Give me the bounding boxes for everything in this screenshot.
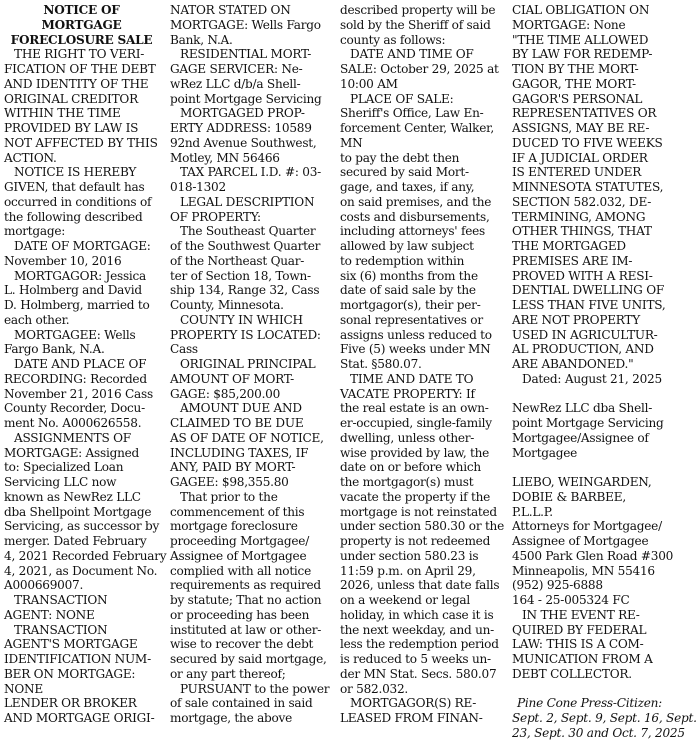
- notice-text-line: by statute; That no action: [170, 593, 322, 607]
- notice-text-line: Mortgagee/Assignee of: [512, 430, 649, 445]
- notice-text-line: complied with all notice: [170, 563, 311, 578]
- notice-text-line: of the Southwest Quarter: [170, 239, 321, 253]
- notice-text-line: GAGE SERVICER: Ne-: [170, 62, 303, 76]
- notice-text-line: commencement of this: [170, 504, 305, 519]
- publication-line: 23, Sept. 30 and Oct. 7, 2025: [512, 725, 685, 740]
- notice-text-line: ERTY ADDRESS: 10589: [170, 121, 312, 135]
- notice-text-line: County, Minnesota.: [170, 298, 284, 312]
- column-3: [340, 3, 505, 726]
- notice-text-line: [512, 460, 667, 475]
- notice-text-line: Fargo Bank, N.A.: [4, 342, 105, 357]
- publication-line: Sept. 2, Sept. 9, Sept. 16, Sept.: [512, 711, 697, 725]
- notice-text-line: dwelling, unless other-: [340, 430, 475, 445]
- notice-text-line: mortgagor(s), their per-: [340, 298, 481, 312]
- notice-text-line: proceeding Mortgagee/: [170, 534, 310, 548]
- notice-text-line: ORIGINAL PRINCIPAL: [180, 357, 316, 371]
- notice-text-line: occurred in conditions of: [4, 194, 152, 209]
- notice-text-line: sold by the Sheriff of said: [340, 17, 491, 32]
- notice-text-line: (952) 925-6888: [512, 578, 603, 593]
- notice-text-line: DUCED TO FIVE WEEKS: [512, 135, 663, 150]
- notice-text-line: FICATION OF THE DEBT: [4, 62, 156, 76]
- notice-text-line: ARE NOT PROPERTY: [512, 312, 640, 327]
- notice-text-line: LEGAL DESCRIPTION: [180, 194, 315, 209]
- notice-text-line: NOTICE IS HEREBY: [14, 165, 137, 180]
- notice-text-line: mortgage, the above: [170, 711, 293, 725]
- notice-text-line: the mortgagor(s) must: [340, 475, 474, 489]
- notice-text-line: ANY, PAID BY MORT-: [170, 460, 296, 475]
- notice-text-line: point Mortgage Servicing: [170, 91, 322, 106]
- notice-text-line: assigns unless reduced to: [340, 327, 492, 342]
- notice-text-line: County Recorder, Docu-: [4, 401, 145, 416]
- notice-text-line: MORTGAGE: Wells Fargo: [170, 17, 321, 32]
- notice-text-line: Dated: August 21, 2025: [522, 371, 662, 386]
- notice-text-line: property is not redeemed: [340, 534, 491, 548]
- notice-text-line: That prior to the: [180, 489, 278, 504]
- notice-text-line: including attorneys' fees: [340, 224, 485, 239]
- notice-text-line: instituted at law or other-: [170, 622, 322, 637]
- notice-title-line: NOTICE OF: [43, 3, 120, 17]
- notice-text-line: NONE: [4, 681, 43, 696]
- notice-text-line: MINNESOTA STATUTES,: [512, 180, 664, 194]
- notice-text-line: Mortgagee: [512, 445, 578, 460]
- notice-text-line: der MN Stat. Secs. 580.07: [340, 666, 497, 681]
- notice-text-line: VACATE PROPERTY: If: [340, 386, 475, 401]
- notice-text-line: BER ON MORTGAGE:: [4, 666, 136, 681]
- notice-text-line: WITHIN THE TIME: [4, 106, 121, 121]
- notice-text-line: AND IDENTITY OF THE: [4, 76, 149, 91]
- notice-text-line: THE MORTGAGED: [512, 239, 626, 253]
- notice-text-line: wise provided by law, the: [340, 445, 490, 460]
- notice-text-line: LENDER OR BROKER: [4, 696, 137, 711]
- notice-text-line: the next weekday, and un-: [340, 622, 494, 637]
- notice-text-line: Bank, N.A.: [170, 32, 233, 47]
- notice-text-line: DOBIE & BARBEE,: [512, 489, 626, 504]
- notice-text-line: 11:59 p.m. on April 29,: [340, 563, 476, 578]
- notice-text-line: November 10, 2016: [4, 253, 122, 268]
- notice-text-line: Motley, MN 56466: [170, 150, 280, 165]
- notice-text-line: MORTGAGED PROP-: [180, 106, 305, 121]
- notice-text-line: secured by said mortgage,: [170, 652, 327, 666]
- notice-title-line: MORTGAGE: [41, 17, 122, 32]
- notice-text-line: CIAL OBLIGATION ON: [512, 3, 650, 17]
- notice-text-line: November 21, 2016 Cass: [4, 386, 153, 401]
- notice-text-line: TAX PARCEL I.D. #: 03-: [180, 165, 322, 180]
- notice-text-line: 10:00 AM: [340, 76, 398, 91]
- notice-text-line: ACTION.: [4, 150, 57, 165]
- notice-title-line: FORECLOSURE SALE: [10, 32, 153, 47]
- notice-text-line: SECTION 582.032, DE-: [512, 194, 652, 209]
- notice-text-line: Assignee of Mortgagee: [512, 534, 649, 548]
- notice-text-line: LESS THAN FIVE UNITS,: [512, 298, 666, 312]
- notice-text-line: DATE AND TIME OF: [350, 47, 474, 62]
- notice-text-line: COUNTY IN WHICH: [180, 312, 303, 327]
- notice-text-line: MORTGAGE: Assigned: [4, 445, 140, 460]
- notice-text-line: MORTGAGOR: Jessica: [14, 268, 147, 283]
- notice-text-line: L. Holmberg and David: [4, 283, 142, 298]
- notice-text-line: ter of Section 18, Town-: [170, 268, 311, 283]
- notice-text-line: DATE AND PLACE OF: [14, 357, 147, 371]
- notice-text-line: PREMISES ARE IM-: [512, 253, 633, 268]
- column-4: [512, 3, 697, 741]
- notice-text-line: RECORDING: Recorded: [4, 371, 147, 386]
- notice-text-line: Stat. §580.07.: [340, 357, 422, 371]
- notice-text-line: 92nd Avenue Southwest,: [170, 135, 317, 150]
- notice-text-line: LIEBO, WEINGARDEN,: [512, 475, 652, 489]
- notice-text-line: USED IN AGRICULTUR-: [512, 327, 658, 342]
- notice-text-line: or 582.032.: [340, 681, 409, 696]
- notice-text-line: NATOR STATED ON: [170, 3, 291, 17]
- notice-text-line: each other.: [4, 312, 70, 327]
- notice-text-line: known as NewRez LLC: [4, 489, 141, 504]
- notice-text-line: dba Shellpoint Mortgage: [4, 504, 152, 519]
- notice-text-line: allowed by law subject: [340, 239, 474, 253]
- notice-text-line: 4, 2021, as Document No.: [4, 563, 158, 578]
- notice-text-line: TRANSACTION: [14, 593, 108, 607]
- notice-text-line: IN THE EVENT RE-: [522, 607, 640, 622]
- notice-text-line: date on or before which: [340, 460, 481, 475]
- notice-text-line: is reduced to 5 weeks un-: [340, 652, 491, 666]
- notice-text-line: ARE ABANDONED.": [512, 357, 634, 371]
- notice-text-line: TRANSACTION: [14, 622, 108, 637]
- notice-text-line: on said premises, and the: [340, 194, 492, 209]
- notice-text-line: county as follows:: [340, 32, 446, 47]
- notice-text-line: 4, 2021 Recorded February: [4, 548, 167, 563]
- notice-text-line: to pay the debt then: [340, 150, 460, 165]
- notice-text-line: or proceeding has been: [170, 607, 310, 622]
- notice-text-line: wRez LLC d/b/a Shell-: [170, 76, 301, 91]
- notice-text-line: less the redemption period: [340, 637, 499, 652]
- notice-text-line: GAGOR, THE MORT-: [512, 76, 636, 91]
- notice-text-line: 164 - 25-005324 FC: [512, 593, 630, 607]
- notice-text-line: LAW: THIS IS A COM-: [512, 637, 644, 652]
- notice-text-line: PURSUANT to the power: [180, 681, 330, 696]
- notice-text-line: ORIGINAL CREDITOR: [4, 91, 138, 106]
- notice-text-line: OF PROPERTY:: [170, 209, 261, 224]
- notice-text-line: forcement Center, Walker,: [340, 121, 494, 135]
- notice-text-line: GAGE: $85,200.00: [170, 386, 281, 401]
- notice-text-line: CLAIMED TO BE DUE: [170, 416, 304, 430]
- notice-text-line: RESIDENTIAL MORT-: [180, 47, 312, 62]
- notice-text-line: ment No. A000626558.: [4, 416, 142, 430]
- notice-text-line: REPRESENTATIVES OR: [512, 106, 657, 121]
- notice-text-line: AS OF DATE OF NOTICE,: [170, 430, 324, 445]
- notice-text-line: costs and disbursements,: [340, 209, 490, 224]
- notice-text-line: six (6) months from the: [340, 268, 478, 283]
- notice-text-line: PROVED WITH A RESI-: [512, 268, 653, 283]
- notice-text-line: Cass: [170, 342, 198, 357]
- notice-text-line: PLACE OF SALE:: [350, 91, 454, 106]
- notice-text-line: AGENT: NONE: [4, 607, 95, 622]
- notice-text-line: under section 580.23 is: [340, 548, 479, 563]
- notice-text-line: MN: [340, 135, 363, 150]
- notice-text-line: DENTIAL DWELLING OF: [512, 283, 664, 298]
- notice-text-line: D. Holmberg, married to: [4, 298, 150, 312]
- notice-text-line: mortgage:: [4, 224, 66, 239]
- notice-text-line: sonal representatives or: [340, 312, 483, 327]
- notice-text-line: AMOUNT DUE AND: [180, 401, 302, 416]
- notice-text-line: OTHER THINGS, THAT: [512, 224, 652, 239]
- notice-text-line: "THE TIME ALLOWED: [512, 32, 649, 47]
- notice-text-line: mortgage foreclosure: [170, 519, 298, 534]
- notice-text-line: GAGEE: $98,355.80: [170, 475, 289, 489]
- notice-text-line: the real estate is an own-: [340, 401, 489, 416]
- notice-text-line: IS ENTERED UNDER: [512, 165, 642, 180]
- notice-text-line: TIME AND DATE TO: [350, 371, 474, 386]
- notice-text-line: date of said sale by the: [340, 283, 476, 298]
- notice-text-line: gage, and taxes, if any,: [340, 180, 475, 194]
- notice-text-line: NOT AFFECTED BY THIS: [4, 135, 158, 150]
- notice-text-line: GAGOR'S PERSONAL: [512, 91, 643, 106]
- notice-text-line: MORTGAGEE: Wells: [14, 327, 136, 342]
- notice-text-line: AGENT'S MORTGAGE: [4, 637, 138, 652]
- notice-text-line: AL PRODUCTION, AND: [512, 342, 654, 357]
- notice-text-line: [512, 387, 667, 402]
- notice-text-line: of the Northeast Quar-: [170, 253, 305, 268]
- notice-text-line: DEBT COLLECTOR.: [512, 666, 632, 681]
- notice-text-line: of sale contained in said: [170, 696, 313, 711]
- notice-text-line: THE RIGHT TO VERI-: [14, 47, 145, 62]
- notice-text-line: or any part thereof;: [170, 666, 286, 681]
- notice-text-line: described property will be: [340, 3, 496, 17]
- notice-text-line: LEASED FROM FINAN-: [340, 711, 483, 725]
- notice-text-line: DATE OF MORTGAGE:: [14, 239, 151, 253]
- notice-text-line: ASSIGNS, MAY BE RE-: [512, 121, 650, 135]
- notice-text-line: BY LAW FOR REDEMP-: [512, 47, 653, 62]
- notice-text-line: PROPERTY IS LOCATED:: [170, 327, 321, 342]
- notice-text-line: PROVIDED BY LAW IS: [4, 121, 139, 135]
- notice-text-line: MORTGAGE: None: [512, 17, 626, 32]
- notice-text-line: holiday, in which case it is: [340, 607, 494, 622]
- notice-text-line: requirements as required: [170, 578, 321, 593]
- notice-text-line: merger. Dated February: [4, 534, 147, 548]
- notice-text-line: the following described: [4, 209, 143, 224]
- notice-text-line: IF A JUDICIAL ORDER: [512, 150, 648, 165]
- notice-text-line: A000669007.: [4, 578, 84, 593]
- notice-text-line: SALE: October 29, 2025 at: [340, 62, 499, 76]
- notice-text-line: INCLUDING TAXES, IF: [170, 445, 309, 460]
- notice-text-line: 018-1302: [170, 180, 226, 194]
- column-2: [170, 3, 330, 726]
- notice-text-line: er-occupied, single-family: [340, 416, 492, 430]
- notice-text-line: 4500 Park Glen Road #300: [512, 548, 674, 563]
- notice-text-line: NewRez LLC dba Shell-: [512, 401, 653, 416]
- notice-text-line: Servicing, as successor by: [4, 519, 160, 534]
- notice-text-line: ASSIGNMENTS OF: [14, 430, 131, 445]
- column-1: [4, 3, 167, 726]
- notice-text-line: Sheriff's Office, Law En-: [340, 106, 484, 121]
- notice-text-line: AND MORTGAGE ORIGI-: [4, 711, 155, 725]
- notice-text-line: secured by said Mort-: [340, 165, 469, 180]
- notice-text-line: ship 134, Range 32, Cass: [170, 283, 320, 298]
- notice-text-line: under section 580.30 or the: [340, 519, 505, 534]
- notice-text-line: Servicing LLC now: [4, 475, 117, 489]
- notice-text-line: GIVEN, that default has: [4, 180, 145, 194]
- notice-text-line: AMOUNT OF MORT-: [170, 371, 294, 386]
- notice-text-line: The Southeast Quarter: [180, 224, 316, 239]
- notice-text-line: Attorneys for Mortgagee/: [512, 519, 662, 534]
- notice-text-line: IDENTIFICATION NUM-: [4, 652, 151, 666]
- publication-line: Pine Cone Press-Citizen:: [517, 696, 662, 711]
- notice-text-line: TERMINING, AMONG: [512, 209, 646, 224]
- notice-text-line: P.L.L.P.: [512, 504, 553, 519]
- notice-text-line: Five (5) weeks under MN: [340, 342, 491, 357]
- notice-text-line: MORTGAGOR(S) RE-: [350, 696, 477, 711]
- notice-text-line: MUNICATION FROM A: [512, 652, 653, 666]
- notice-text-line: mortgage is not reinstated: [340, 504, 497, 519]
- notice-text-line: on a weekend or legal: [340, 593, 470, 607]
- notice-text-line: to redemption within: [340, 253, 465, 268]
- notice-text-line: QUIRED BY FEDERAL: [512, 622, 647, 637]
- notice-text-line: vacate the property if the: [340, 489, 491, 504]
- notice-text-line: Minneapolis, MN 55416: [512, 563, 655, 578]
- notice-text-line: to: Specialized Loan: [4, 460, 124, 475]
- notice-text-line: TION BY THE MORT-: [512, 62, 639, 76]
- notice-text-line: wise to recover the debt: [170, 637, 314, 652]
- notice-text-line: 2026, unless that date falls: [340, 578, 500, 593]
- notice-text-line: point Mortgage Servicing: [512, 416, 664, 430]
- notice-text-line: Assignee of Mortgagee: [170, 548, 307, 563]
